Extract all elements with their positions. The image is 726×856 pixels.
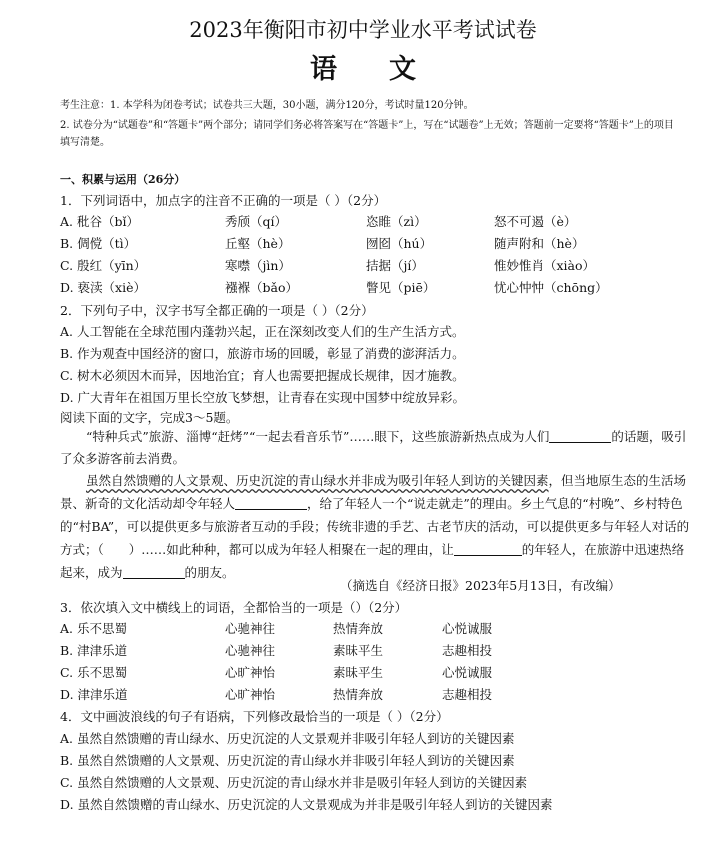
q1-b-1: B. 倜傥（tì） [60,236,137,251]
q3-d-2: 心旷神怡 [225,687,276,702]
q1-c-3: 拮据（jí） [366,258,424,273]
passage-paragraph-1 [60,426,696,470]
q1-c-1: C. 殷红（yīn） [60,258,147,273]
q4-option-c: C. 虽然自然馈赠的人文景观、历史沉淀的青山绿水并非是吸引年轻人到访的关键因素 [60,775,528,790]
q1-a-2: 秀颀（qí） [225,214,287,229]
q2-option-a: A. 人工智能在全球范围内蓬勃兴起，正在深刻改变人们的生产生活方式。 [60,324,465,339]
q1-b-2: 丘壑（hè） [225,236,291,251]
subject-char-1: 语 [310,54,337,85]
q1-a-1: A. 秕谷（bǐ） [60,214,139,229]
q1-d-2: 襁褓（bǎo） [225,280,298,295]
p2-text-b: ，给了年轻人一个“说走就走”的理由。乡土气息的“村晚”、乡村特色的“村BA”，可以提供更多与旅游者互动的手段；传统非遗的手艺、古老节庆的活动，可以提供更多与年轻人对话的方式；（ ）……如此种种，都可以成为年轻人相聚在一起的理由，让 [60,496,690,557]
q4-stem: 4．文中画波浪线的句子有语病，下列修改最恰当的一项是（ ）（2分） [60,709,449,724]
q1-b-3: 囫囵（hú） [366,236,433,251]
q4-option-a: A. 虽然自然馈赠的青山绿水、历史沉淀的人文景观并非吸引年轻人到访的关键因素 [60,731,515,746]
subject-char-2: 文 [389,54,416,85]
blank-4 [123,566,185,579]
q1-c-4: 惟妙惟肖（xiào） [494,258,596,273]
q3-a-1: A. 乐不思蜀 [60,621,127,636]
q3-a-3: 热情奔放 [333,621,384,636]
q3-b-4: 志趣相投 [442,643,493,658]
q1-a-3: 恣睢（zì） [366,214,427,229]
p1-text-a: “特种兵式”旅游、淄博“赶烤”“一起去看音乐节”……眼下，这些旅游新热点成为人们 [86,429,550,444]
q1-d-3: 瞥见（piē） [366,280,436,295]
reading-intro: 阅读下面的文字，完成3～5题。 [60,410,239,425]
p1-text-b: 的话题，吸引了众多游客前去消费。 [60,429,687,466]
blank-2 [235,497,307,510]
q2-option-c: C. 树木必须因木而异，因地治宜；育人也需要把握成长规律，因才施教。 [60,368,465,383]
subject-title [0,47,726,86]
q4-option-d: D. 虽然自然馈赠的青山绿水、历史沉淀的人文景观成为并非是吸引年轻人到访的关键因素 [60,797,553,812]
q1-b-4: 随声附和（hè） [494,236,585,251]
q3-a-2: 心驰神往 [225,621,276,636]
q1-d-1: D. 亵渎（xiè） [60,280,146,295]
blank-1 [549,430,611,443]
q1-stem: 1．下列词语中，加点字的注音不正确的一项是（ ）（2分） [60,193,387,208]
q3-d-3: 热情奔放 [333,687,384,702]
passage-paragraph-2 [60,469,696,584]
blank-3 [454,543,522,556]
q2-stem: 2．下列句子中，汉字书写全都正确的一项是（ ）（2分） [60,303,374,318]
q3-b-3: 素昧平生 [333,643,384,658]
wavy-sentence: 虽然自然馈赠的人文景观、历史沉淀的青山绿水并非成为吸引年轻人到访的关键因素 [86,473,549,488]
q3-c-1: C. 乐不思蜀 [60,665,128,680]
q1-a-4: 怒不可遏（è） [494,214,577,229]
q3-d-4: 志趣相投 [442,687,493,702]
q3-stem: 3．依次填入文中横线上的词语，全都恰当的一项是（）（2分） [60,600,408,615]
p2-text-a: ，但当地原生态的生活场景、新奇的文化活动却令年轻人 [60,473,687,511]
q3-c-4: 心悦诚服 [442,665,493,680]
notice-line-2: 2. 试卷分为“试题卷”和“答题卡”两个部分；请同学们务必将答案写在“答题卡”上，写在“试题卷”上无效；答题前一定要将“答题卡”上的项目填写清楚。 [60,120,674,148]
q2-option-b: B. 作为观查中国经济的窗口，旅游市场的回暖，彰显了消费的澎湃活力。 [60,346,465,361]
q3-b-2: 心驰神往 [225,643,276,658]
section-title: 一、积累与运用（26分） [60,173,186,186]
passage-source: （摘选自《经济日报》2023年5月13日，有改编） [340,578,621,593]
q1-c-2: 寒噤（jìn） [225,258,291,273]
p2-text-c: 的年轻人，在旅游中迅速热络起来，成为 [60,542,685,580]
q3-c-3: 素昧平生 [333,665,384,680]
q3-c-2: 心旷神怡 [225,665,276,680]
q3-b-1: B. 津津乐道 [60,643,128,658]
q2-option-d: D. 广大青年在祖国万里长空放飞梦想，让青春在实现中国梦中绽放异彩。 [60,390,466,405]
p2-text-d: 的朋友。 [184,565,235,580]
q3-d-1: D. 津津乐道 [60,687,128,702]
q4-option-b: B. 虽然自然馈赠的人文景观、历史沉淀的青山绿水并非吸引年轻人到访的关键因素 [60,753,515,768]
q3-a-4: 心悦诚服 [442,621,493,636]
notice-line-1: 考生注意：1. 本学科为闭卷考试；试卷共三大题，30小题，满分120分，考试时量120分钟。 [60,100,474,111]
exam-title: 2023年衡阳市初中学业水平考试试卷 [189,18,537,42]
q1-d-4: 忧心忡忡（chōng） [494,280,608,295]
